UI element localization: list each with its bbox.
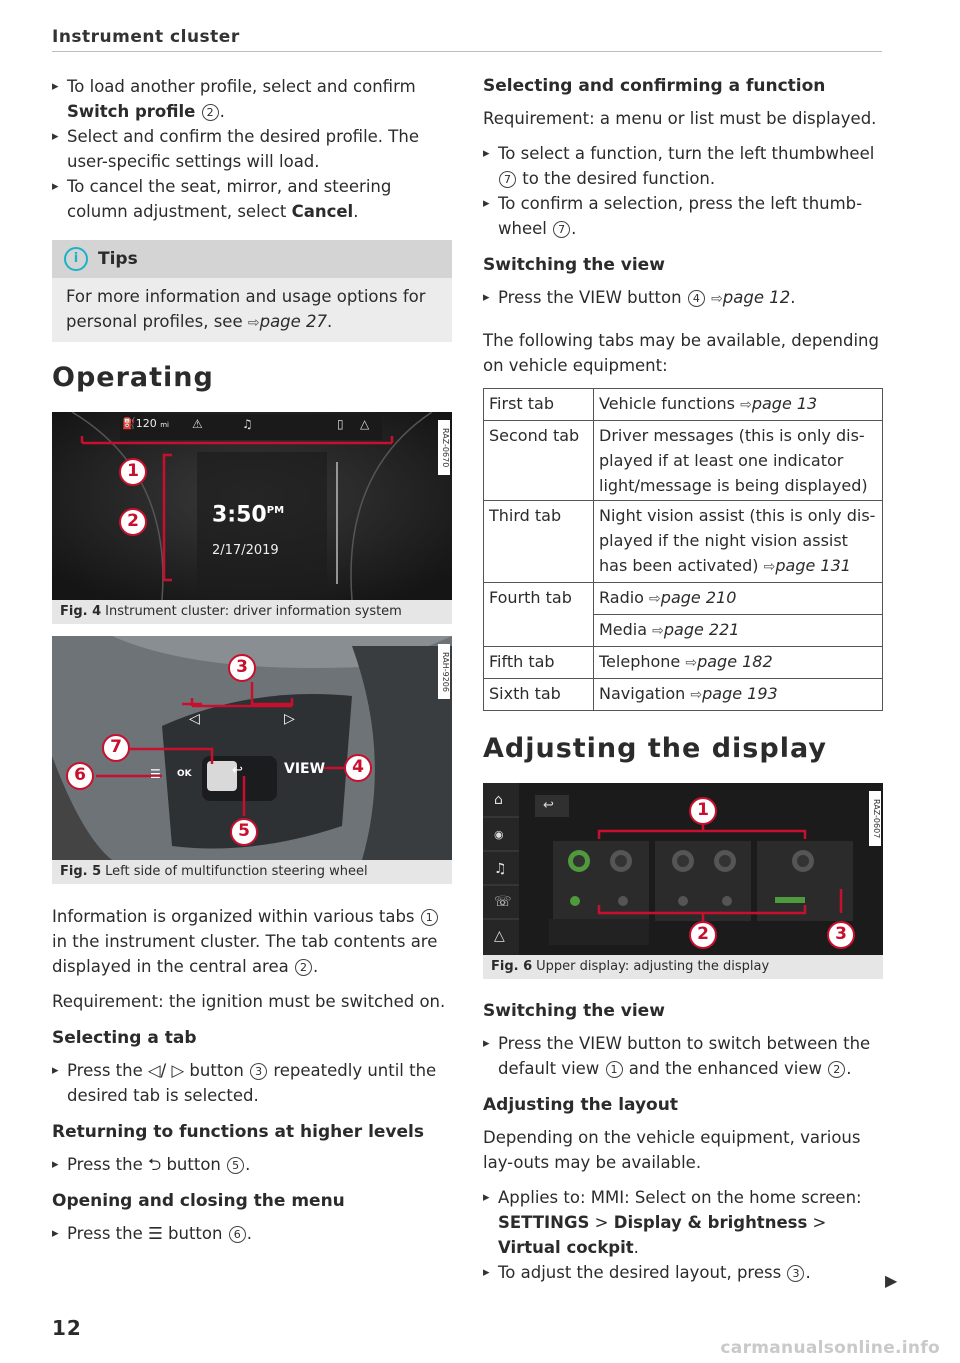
bullet-turn-thumbwheel: ▸ To select a function, turn the left thumbwheel 7 to the desired function. xyxy=(483,141,883,191)
page-ref-link[interactable]: page 27 xyxy=(259,312,328,331)
page-ref-link[interactable]: page 210 xyxy=(660,588,737,607)
chapter-title: Instrument cluster xyxy=(52,27,240,47)
heading-switching-view-2: Switching the view xyxy=(483,1001,665,1021)
phone-icon: ▯ xyxy=(337,417,344,431)
clock-time: $3:50^{PM}$ xyxy=(212,502,285,528)
heading-selecting-tab: Selecting a tab xyxy=(52,1028,197,1048)
heading-menu: Opening and closing the menu xyxy=(52,1191,345,1211)
watermark: carmanualsonline.info xyxy=(720,1338,940,1358)
table-row: First tab Vehicle functions ⇨page 13 xyxy=(484,389,883,421)
page-ref-link[interactable]: page 12 xyxy=(722,288,791,307)
music-note-icon: ♫ xyxy=(242,417,253,431)
heading-switching-view: Switching the view xyxy=(483,255,665,275)
bullet-adjust-layout: ▸ To adjust the desired layout, press 3 . xyxy=(483,1260,883,1285)
back-icon: ↩ xyxy=(543,798,554,813)
figure-code: RAZ-0670 xyxy=(438,420,450,475)
tabs-table xyxy=(483,388,883,711)
left-arrow-icon: ◁ xyxy=(189,711,200,727)
heading-selecting-function: Selecting and confirming a function xyxy=(483,76,826,96)
figure-6-image xyxy=(483,783,883,955)
music-note-icon: ♫ xyxy=(494,861,507,877)
info-icon: i xyxy=(64,247,88,271)
section-heading-adjusting-display: Adjusting the display xyxy=(483,733,827,764)
page-ref-arrow-icon: ⇨ xyxy=(763,559,776,575)
bullet-press-thumbwheel: ▸ To confirm a selection, press the left thumb-wheel 7 . xyxy=(483,191,883,241)
page-ref-arrow-icon: ⇨ xyxy=(740,397,752,413)
navigation-icon: △ xyxy=(494,928,505,944)
bullet-view-button: ▸ Press the VIEW button 4 ⇨page 12. xyxy=(483,285,883,312)
figure-5-caption: Fig. 5 Left side of multifunction steering wheel xyxy=(52,860,452,884)
bullet-selecting-tab: ▸ Press the ◁/ ▷ button 3 repeatedly until the desired tab is selected. xyxy=(52,1058,452,1108)
tips-title: Tips xyxy=(98,248,138,269)
figure-4-caption: Fig. 4 Instrument cluster: driver information system xyxy=(52,600,452,624)
bullet-mmi-settings: ▸ Applies to: MMI: Select on the home screen: SETTINGS > Display & brightness > Virtual cockpit. xyxy=(483,1185,883,1260)
bullet-menu: ▸ Press the ☰ button 6 . xyxy=(52,1221,452,1246)
menu-icon: ☰ xyxy=(150,767,161,781)
tips-header xyxy=(52,240,452,278)
tips-box xyxy=(52,240,452,342)
page-header xyxy=(52,24,882,52)
callout-ref: 2 xyxy=(202,104,219,121)
callout-3: 3 xyxy=(827,921,855,949)
left-column xyxy=(52,74,452,1256)
table-row: Fourth tab Radio ⇨page 210 xyxy=(484,583,883,615)
callout-2: 2 xyxy=(689,921,717,949)
page-ref-arrow-icon: ⇨ xyxy=(649,591,661,607)
phone-icon: ☏ xyxy=(494,894,512,910)
page-ref-link[interactable]: page 13 xyxy=(751,394,818,413)
callout-2: 2 xyxy=(119,508,147,536)
radio-icon: ◉ xyxy=(494,828,504,841)
page-ref-arrow-icon: ⇨ xyxy=(711,291,723,307)
page-ref-link[interactable]: page 182 xyxy=(697,652,773,671)
bullet-switch-profile: ▸ To load another profile, select and confirm Switch profile 2 . xyxy=(52,74,452,124)
view-label: VIEW xyxy=(284,761,326,777)
right-column xyxy=(483,74,883,1295)
range-readout: ⛽120 mi xyxy=(122,417,169,430)
figure-5 xyxy=(52,636,452,884)
page-number: 12 xyxy=(52,1316,82,1340)
requirement-paragraph: Requirement: the ignition must be switched on. xyxy=(52,992,446,1011)
figure-5-image xyxy=(52,636,452,860)
bullet-returning: ▸ Press the ⮌ button 5 . xyxy=(52,1152,452,1177)
profile-bullets xyxy=(52,74,452,224)
table-row: Media ⇨page 221 xyxy=(484,615,883,647)
figure-4-image xyxy=(52,412,452,600)
page-ref-link[interactable]: page 193 xyxy=(702,684,778,703)
page-ref-arrow-icon: ⇨ xyxy=(652,623,664,639)
layout-bullets xyxy=(483,1185,883,1285)
right-arrow-icon: ▷ xyxy=(284,711,295,727)
tips-body: For more information and usage options for personal profiles, see ⇨page 27. xyxy=(66,287,426,331)
callout-1: 1 xyxy=(119,458,147,486)
ok-label: OK xyxy=(177,769,192,779)
select-requirement: Requirement: a menu or list must be displayed. xyxy=(483,109,877,128)
continue-arrow-icon: ▶ xyxy=(885,1271,898,1290)
callout-4: 4 xyxy=(344,754,372,782)
page-ref-link[interactable]: page 221 xyxy=(663,620,740,639)
back-icon: ↩ xyxy=(232,763,243,778)
tabs-available-paragraph: The following tabs may be available, depending on vehicle equipment: xyxy=(483,331,879,375)
callout-1: 1 xyxy=(689,797,717,825)
select-bullets xyxy=(483,141,883,241)
page-ref-arrow-icon: ⇨ xyxy=(690,687,703,703)
callout-6: 6 xyxy=(66,762,94,790)
navigation-icon: △ xyxy=(360,417,370,431)
bullet-cancel: ▸ To cancel the seat, mirror, and steering column adjustment, select Cancel. xyxy=(52,174,452,224)
table-row: Fifth tab Telephone ⇨page 182 xyxy=(484,647,883,679)
bullet-select-profile: ▸ Select and confirm the desired profile. The user-specific settings will load. xyxy=(52,124,452,174)
figure-code: RAZ-0607 xyxy=(869,791,881,846)
table-row: Second tab Driver messages (this is only dis-played if at least one indicator light/message is being displayed) xyxy=(484,421,883,501)
home-icon: ⌂ xyxy=(494,792,503,808)
heading-adjusting-layout: Adjusting the layout xyxy=(483,1095,678,1115)
clock-date: 2/17/2019 xyxy=(212,543,279,558)
tabs-intro-paragraph: Information is organized within various tabs 1 in the instrument cluster. The tab contents are displayed in the central area 2 . xyxy=(52,907,438,976)
callout-7: 7 xyxy=(102,734,130,762)
layout-paragraph: Depending on the vehicle equipment, various lay-outs may be available. xyxy=(483,1128,861,1172)
page-ref-link[interactable]: page 131 xyxy=(775,556,851,575)
figure-code: RAH-9206 xyxy=(438,644,450,699)
table-row: Third tab Night vision assist (this is only dis-played if the night vision assist has been activated) ⇨page 131 xyxy=(484,501,883,583)
page-ref-arrow-icon: ⇨ xyxy=(685,655,698,671)
section-heading-operating: Operating xyxy=(52,362,214,393)
callout-3: 3 xyxy=(228,654,256,682)
table-row: Sixth tab Navigation ⇨page 193 xyxy=(484,679,883,711)
callout-5: 5 xyxy=(230,818,258,846)
warning-icon: ⚠ xyxy=(192,417,203,431)
figure-6-caption: Fig. 6 Upper display: adjusting the display xyxy=(483,955,883,979)
bullet-switch-default-enhanced: ▸ Press the VIEW button to switch between the default view 1 and the enhanced view 2 . xyxy=(483,1031,883,1081)
figure-6 xyxy=(483,783,883,979)
figure-4 xyxy=(52,412,452,624)
page-ref-arrow-icon: ⇨ xyxy=(247,315,260,331)
heading-returning: Returning to functions at higher levels xyxy=(52,1122,424,1142)
